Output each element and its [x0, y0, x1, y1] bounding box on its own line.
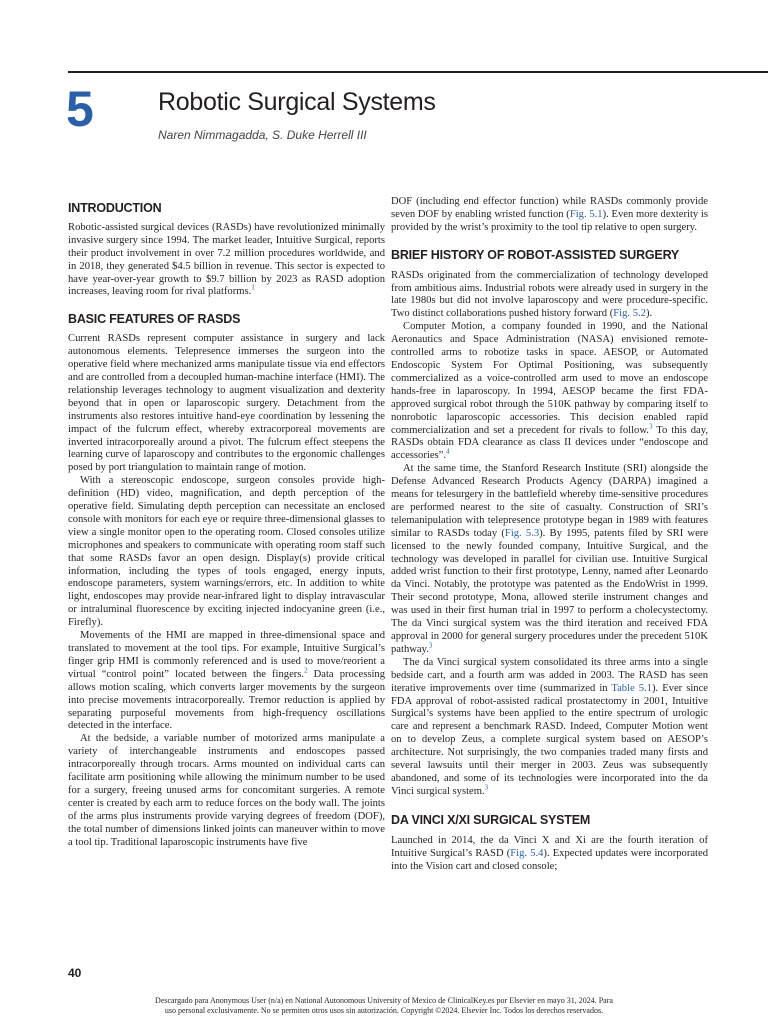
- figure-link[interactable]: Fig. 5.4: [510, 847, 544, 859]
- paragraph: The da Vinci surgical system consolidated its three arms into a single bedside cart, and a fourth arm was added in 2003. The RASD has seen iterative improvements over time (summarized in Table 5.1). Ever since FDA approval of robot-assisted radical prostatectomy in 2001, Intuitive Surgical’s systems have been applied to the entire spectrum of urologic care and represent a benchmark RASD. Indeed, Computer Motion went on to develop Zeus, a complete surgical system based on AESOP’s architecture. Not surprisingly, the two companies traded many firsts and several lawsuits until their merger in 2003. Zeus was subsequently abandoned, and some of its technologies were incorporated into the da Vinci surgical system.$^3$: [391, 656, 708, 797]
- figure-link[interactable]: Fig. 5.3: [504, 527, 540, 539]
- heading-brief-history: BRIEF HISTORY OF ROBOT-ASSISTED SURGERY: [391, 247, 680, 262]
- table-link[interactable]: Table 5.1: [611, 682, 653, 694]
- paragraph: Robotic-assisted surgical devices (RASDs) have revolutionized minimally invasive surgery since 1994. The market leader, Intuitive Surgical, reports their product involvement in over 7.2 million procedures worldwide, and in 2018, they generated $4.5 billion in revenue. This sector is expected to have year-over-year growth to $9.7 billion by 2023 as RASD adoption increases, leaving room for rival platforms.$^1$: [68, 221, 385, 298]
- reference-link[interactable]: 3: [428, 641, 433, 650]
- chapter-title: Robotic Surgical Systems: [158, 88, 436, 116]
- reference-link[interactable]: 3: [648, 421, 653, 430]
- reference-link[interactable]: 3: [484, 783, 489, 792]
- heading-basic-features: BASIC FEATURES OF RASDS: [68, 312, 241, 327]
- chapter-authors: Naren Nimmagadda, S. Duke Herrell III: [158, 128, 367, 142]
- heading-introduction: INTRODUCTION: [68, 201, 162, 215]
- figure-link[interactable]: Fig. 5.2: [613, 308, 646, 320]
- paragraph: RASDs originated from the commercialization of technology developed from ambitious aims. Industrial robots were already used in surgery in the late 1980s but did not involve laparoscopy and were procedure-specific. Two distinct collaborations pushed history forward (Fig. 5.2).: [391, 269, 708, 320]
- left-column: [68, 202, 385, 850]
- right-column: [391, 196, 708, 873]
- paragraph: With a stereoscopic endoscope, surgeon consoles provide high-definition (HD) video, magnification, and depth perception of the operative field. Simulating depth perception can necessitate an enclosed console with monitors for each eye or require three-dimensional glasses to view a single monitor open to the operating room. Closed consoles utilize microphones and speakers to communicate with operating room staff such that some RASDs favor an open design. Display(s) provide critical information, including the types of tools engaged, energy inputs, endoscope parameters, system warnings/errors, etc. In addition to white light, endoscopes may provide near-infrared light to display intravascular or intraluminal fluorescence by exciting injected indocyanine green (i.e., Firefly).: [68, 475, 385, 629]
- figure-link[interactable]: Fig. 5.1: [569, 208, 603, 220]
- paragraph: Computer Motion, a company founded in 1990, and the National Aeronautics and Space Administration (NASA) envisioned remote-controlled arms to robotize tasks in space. AESOP, or Automated Endoscopic System For Optimal Positioning, was subsequently commercialized as a voice-controlled arm used to move an endoscope hands-free in laparoscopy. In 1994, AESOP became the first FDA-approved surgical robot through the 510K pathway by comparing itself to nonrobotic laparoscopic accessories. This decision enabled rapid commercialization and set a precedent for rivals to follow.$^3$ To this day, RASDs obtain FDA clearance as class II devices under “endoscope and accessories”.$^4$: [391, 321, 708, 462]
- paragraph: Movements of the HMI are mapped in three-dimensional space and translated to movement at the tool tips. For example, Intuitive Surgical’s finger grip HMI is commonly referenced and is used to move/reorient a virtual “control point” located between the fingers.$^2$ Data processing allows motion scaling, which converts larger movements by the surgeon into precise movements intracorporeally. Tremor reduction is applied by separating purposeful movements from high-frequency oscillations detected in the interface.: [68, 630, 385, 732]
- header-rule: [68, 71, 768, 73]
- reference-link[interactable]: 2: [304, 666, 308, 675]
- reference-link[interactable]: 4: [446, 447, 450, 456]
- chapter-number: 5: [66, 81, 94, 137]
- download-notice-line: uso personal exclusivamente. No se permiten otros usos sin autorización. Copyright ©2024. Elsevier Inc. Todos los derechos reservados.: [164, 1006, 604, 1015]
- paragraph: Current RASDs represent computer assistance in surgery and lack autonomous elements. Telepresence immerses the surgeon into the operative field where mechanized arms manipulate tissue via end effectors and are controlled from a decoupled human-machine interface (HMI). The relationship leverages technology to augment visualization and dexterity beyond that in open or laparoscopic surgery. Detachment from the instruments also restores intuitive hand-eye coordination by lessening the impact of the fulcrum effect, whereby extracorporeal movements are inverted intracorporeally around a pivot. The fulcrum effect steepens the learning curve of laparoscopy and contributes to the ergonomic challenges posed by port triangulation to maintain range of motion.: [68, 333, 385, 474]
- paragraph: At the bedside, a variable number of motorized arms manipulate a variety of interchangeable instruments and endoscopes passed intracorporeally through trocars. Arms mounted on individual carts can facilitate arm positioning while allowing the minimum number to be used for a surgery, freeing unused arms for concomitant surgeries. A remote center is created by each arm to reduce forces on the body wall. The joints of the arms plus instruments provide varying degrees of freedom (DOF), the total number of dimensions linked joints can maneuver within to move a tool tip. Traditional laparoscopic instruments have five: [68, 733, 385, 848]
- paragraph: At the same time, the Stanford Research Institute (SRI) alongside the Defense Advanced Research Products Agency (DARPA) imagined a means for telesurgery in the battlefield whereby time-sensitive procedures are performed nearest to the site of casualty. Construction of SRI’s telemanipulation with telepresence prototype began in 1989 with features similar to RASDs today (Fig. 5.3). By 1995, patents filed by SRI were licensed to the newly founded company, Intuitive Surgical, and the technology was developed in parallel for civilian use. Intuitive Surgical added wrist function to their first prototype, Lenny, named after Leonardo da Vinci. Notably, the prototype was patented as the EndoWrist in 1999. Their second prototype, Mona, allowed sterile instrument changes and was used in their first human trial in 1997 to perform a cholecystectomy. The da Vinci surgical system was the third iteration and received FDA approval in 2000 for general surgery procedures under the precedent 510K pathway.$^3$: [391, 463, 709, 655]
- paragraph: DOF (including end effector function) while RASDs commonly provide seven DOF by enabling wristed function (Fig. 5.1). Even more dexterity is provided by the wrist’s proximity to the tool tip relative to open surgery.: [391, 196, 708, 233]
- page-number: 40: [68, 966, 82, 980]
- reference-link[interactable]: 1: [251, 283, 255, 292]
- heading-da-vinci: DA VINCI X/XI SURGICAL SYSTEM: [391, 812, 591, 827]
- download-notice: [60, 996, 708, 1016]
- download-notice-line: Descargado para Anonymous User (n/a) en National Autonomous University of Mexico de ClinicalKey.es por Elsevier en mayo 31, 2024. Para: [155, 996, 613, 1005]
- paragraph: Launched in 2014, the da Vinci X and Xi are the fourth iteration of Intuitive Surgical’s RASD (Fig. 5.4). Expected updates were incorporated into the Vision cart and closed console;: [391, 834, 708, 872]
